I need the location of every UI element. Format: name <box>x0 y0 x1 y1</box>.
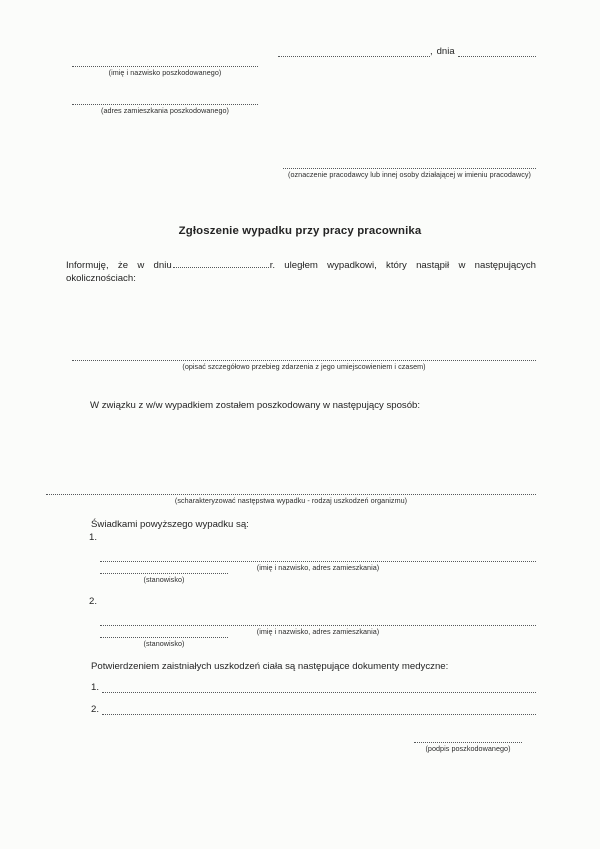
intro-text-before: Informuję, że w dniu <box>66 260 172 271</box>
victim-name-field[interactable] <box>72 66 258 67</box>
place-date-separator: , <box>430 46 433 57</box>
medical-document-number-2: 2. <box>91 704 100 715</box>
signature-caption: (podpis poszkodowanego) <box>425 744 511 753</box>
witness-position-caption-2: (stanowisko) <box>143 639 185 648</box>
victim-address-caption: (adres zamieszkania poszkodowanego) <box>101 106 229 115</box>
victim-name-block <box>72 66 258 78</box>
intro-text-after: r. uległem wypadkowi, który nastąpił w następujących okolicznościach: <box>66 260 536 285</box>
circumstances-caption: (opisać szczegółowo przebieg zdarzenia z jego umiejscowieniem i czasem) <box>182 362 426 371</box>
accident-date-field[interactable] <box>173 259 269 268</box>
witnesses-heading: Świadkami powyższego wypadku są: <box>91 519 249 530</box>
witness-position-block-2 <box>100 637 228 649</box>
medical-document-row-1 <box>91 682 536 693</box>
witness-position-caption-1: (stanowisko) <box>143 575 185 584</box>
employer-caption: (oznaczenie pracodawcy lub innej osoby działającej w imieniu pracodawcy) <box>288 170 531 179</box>
signature-block <box>414 742 522 754</box>
witness-identity-field-1[interactable] <box>100 561 536 562</box>
date-label: dnia <box>436 46 455 57</box>
injury-paragraph: W związku z w/w wypadkiem zostałem poszkodowany w następujący sposób: <box>90 400 421 411</box>
witness-position-field-1[interactable] <box>100 573 228 574</box>
witness-identity-field-2[interactable] <box>100 625 536 626</box>
intro-paragraph <box>66 259 536 286</box>
signature-field[interactable] <box>414 742 522 743</box>
witness-identity-block-1 <box>100 561 536 573</box>
victim-address-block <box>72 104 258 116</box>
employer-field[interactable] <box>283 168 536 169</box>
place-and-date-row <box>278 46 536 57</box>
consequences-block <box>46 494 536 506</box>
circumstances-field[interactable] <box>72 360 536 361</box>
witness-identity-caption-2: (imię i nazwisko, adres zamieszkania) <box>256 627 380 636</box>
date-field[interactable] <box>458 47 536 57</box>
medical-document-field-2[interactable] <box>102 705 536 715</box>
victim-name-caption: (imię i nazwisko poszkodowanego) <box>108 68 222 77</box>
medical-documents-heading: Potwierdzeniem zaistniałych uszkodzeń ciała są następujące dokumenty medyczne: <box>91 661 449 672</box>
medical-document-row-2 <box>91 704 536 715</box>
place-field[interactable] <box>278 47 430 57</box>
medical-document-number-1: 1. <box>91 682 100 693</box>
witness-number-2: 2. <box>89 596 98 607</box>
medical-document-field-1[interactable] <box>102 683 536 693</box>
consequences-field[interactable] <box>46 494 536 495</box>
page-title: Zgłoszenie wypadku przy pracy pracownika <box>178 225 422 237</box>
witness-position-field-2[interactable] <box>100 637 228 638</box>
consequences-caption: (scharakteryzować następstwa wypadku - rodzaj uszkodzeń organizmu) <box>174 496 408 505</box>
employer-block <box>283 168 536 180</box>
witness-number-1: 1. <box>89 532 98 543</box>
circumstances-block <box>72 360 536 372</box>
witness-identity-caption-1: (imię i nazwisko, adres zamieszkania) <box>256 563 380 572</box>
victim-address-field[interactable] <box>72 104 258 105</box>
witness-position-block-1 <box>100 573 228 585</box>
witness-identity-block-2 <box>100 625 536 637</box>
